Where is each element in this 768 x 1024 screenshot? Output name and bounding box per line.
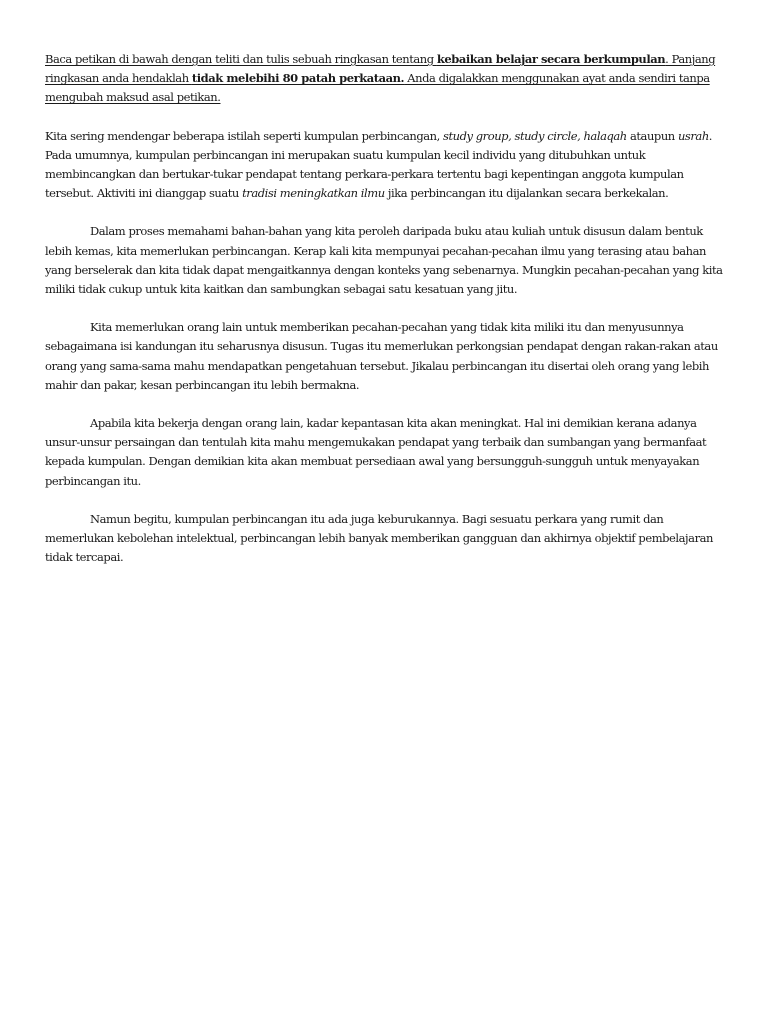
paragraph-1-text-b: ataupun <box>626 128 678 143</box>
paragraph-1-usrah: usrah <box>677 128 709 143</box>
paragraph-4: Apabila kita bekerja dengan orang lain, kadar kepantasan kita akan meningkat. Hal ini demikian kerana adanya unsur-unsur persaingan dan tentulah kita mahu mengemukakan pendapat yang terbaik dan sumbangan yang bermanfaat kepada kumpulan. Dengan demikian kita akan membuat persediaan awal yang bersungguh-sungguh untuk menyayakan perbincangan itu. <box>45 416 707 488</box>
paragraph-5: Namun begitu, kumpulan perbincangan itu ada juga keburukannya. Bagi sesuatu perkara yang rumit dan memerlukan kebolehan intelektual, perbincangan lebih banyak memberikan gangguan dan akhirnya objektif pembelajaran tidak tercapai. <box>45 511 713 565</box>
paragraph-1-terms: study group, study circle, halaqah <box>443 128 627 143</box>
paragraph-3: Kita memerlukan orang lain untuk memberikan pecahan-pecahan yang tidak kita miliki itu dan menyusunnya sebagaimana isi kandungan itu seharusnya disusun. Tugas itu memerlukan perkongsian pendapat dengan rakan-rakan atau orang yang sama-sama mahu mendapatkan pengetahuan tersebut. Jikalau perbincangan itu disertai oleh orang yang lebih mahir dan pakar, kesan perbincangan itu lebih bermakna. <box>45 320 718 392</box>
instruction-paragraph <box>45 50 725 108</box>
instruction-text-pre: Baca petikan di bawah dengan teliti dan tulis sebuah ringkasan tentang <box>45 52 437 66</box>
instruction-text-post: Anda digalakkan menggunakan ayat anda sendiri tanpa mengubah maksud asal petikan. <box>45 71 710 105</box>
instruction-word-limit: tidak melebihi 80 patah perkataan. <box>191 71 405 86</box>
document-page <box>45 50 725 567</box>
paragraph-2: Dalam proses memahami bahan-bahan yang kita peroleh daripada buku atau kuliah untuk disusun dalam bentuk lebih kemas, kita memerlukan perbincangan. Kerap kali kita mempunyai pecahan-pecahan ilmu yang terasing atau bahan yang berselerak dan kita tidak dapat mengaitkannya dengan konteks yang sebenarnya. Mungkin pecahan-pecahan yang kita miliki tidak cukup untuk kita kaitkan dan sambungkan sebagai satu kesatuan yang jitu. <box>45 224 723 297</box>
paragraph-1-text-c: . Pada umumnya, kumpulan perbincangan ini merupakan suatu kumpulan kecil individu yang ditubuhkan untuk membincangkan dan bertukar-tukar pendapat tentang perkara-perkara tertentu bagi kepentingan anggota kumpulan tersebut. Aktiviti ini dianggap suatu <box>45 128 712 201</box>
paragraph-1-text-d: jika perbincangan itu dijalankan secara berkekalan. <box>384 186 669 201</box>
instruction-text-mid: . Panjang ringkasan anda hendaklah <box>45 52 716 86</box>
paragraph-1 <box>45 127 725 204</box>
paragraph-1-text-a: Kita sering mendengar beberapa istilah seperti kumpulan perbincangan, <box>45 128 444 143</box>
instruction-topic: kebaikan belajar secara berkumpulan <box>436 52 666 66</box>
paragraph-1-tradition: tradisi meningkatkan ilmu <box>242 186 385 201</box>
